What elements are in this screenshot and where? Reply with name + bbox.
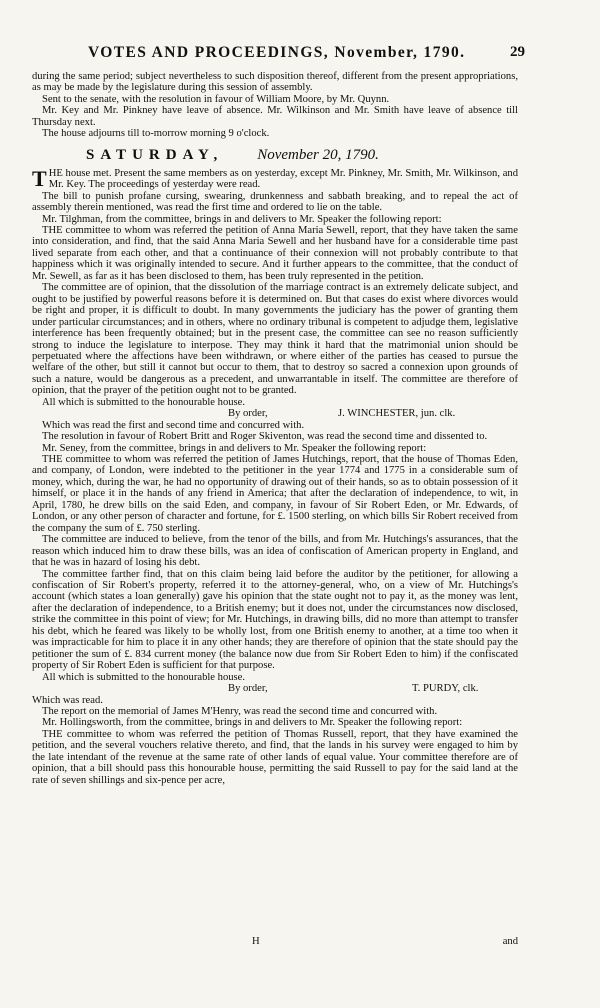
drop-cap: T (32, 165, 47, 191)
paragraph: All which is submitted to the honourable house. (42, 671, 246, 683)
signature-line (32, 408, 518, 419)
paragraph: The committee are induced to believe, from the tenor of the bills, and from Mr. Hutchings's assurances, that the reason which induced him to draw these bills, was an idea of confiscation of American property in England, and that he was in hazard of losing his debt. (32, 534, 518, 569)
paragraph: Sent to the senate, with the resolution in favour of William Moore, by Mr. Quynn. (42, 93, 390, 105)
paragraph: Mr. Tilghman, from the committee, brings in and delivers to Mr. Speaker the following report: (42, 213, 442, 225)
signature-name: J. WINCHESTER, jun. clk. (338, 408, 456, 420)
opening-text: HE house met. Present the same members as on yesterday, except Mr. Pinkney, Mr. Smith, Mr. Wilkinson, and Mr. Key. The proceedings of yesterday were read. (48, 167, 518, 191)
report-paragraph: THE committee to whom was referred the petition of Anna Maria Sewell, report, that they have taken the same into consideration, and find, that the said Anna Maria Sewell and her husband have for a considerable time past lived separate from each other, and that a continuance of their connexion will not probably contribute to that happiness which it was originally intended to secure. And it further appears to the committee, that the conduct of Mr. Sewell, as far as it has been disclosed to them, has been truly represented in the petition. (32, 224, 518, 282)
opening-paragraph (32, 165, 518, 191)
signature-by: By order, (228, 408, 268, 420)
signature-by: By order, (228, 683, 268, 695)
paragraph: The house adjourns till to-morrow morning 9 o'clock. (42, 128, 270, 140)
report-paragraph: THE committee to whom was referred the petition of Thomas Russell, report, that they have examined the petition, and the several vouchers relative thereto, and find, that the lands in his survey were engaged to him by the late intendant of the revenue at the same rate of other lands of equal value. Your committee therefore are of opinion, that a bill should pass this honourable house, permitting the said Russell to pay for the said land at the rate of seven shillings and six-pence per acre, (32, 728, 518, 786)
paragraph: Mr. Seney, from the committee, brings in and delivers to Mr. Speaker the following report: (42, 442, 427, 454)
paragraph: Mr. Hollingsworth, from the committee, brings in and delivers to Mr. Speaker the following report: (42, 717, 463, 729)
paragraph: Which was read the first and second time and concurred with. (42, 419, 305, 431)
page-number: 29 (510, 44, 525, 60)
body-text (32, 71, 518, 786)
paragraph: The bill to punish profane cursing, swearing, drunkenness and sabbath breaking, and to repeal the act of assembly therein mentioned, was read the first time and ordered to lie on the table. (32, 190, 518, 214)
signature-name: T. PURDY, clk. (412, 683, 479, 695)
report-paragraph: THE committee to whom was referred the petition of James Hutchings, report, that the house of Thomas Eden, and company, of London, were indebted to the petitioner in the year 1774 and 1775 in a considerable sum of money, which, during the war, he had no opportunity of drawing out of their hands, so as to obtain possession of it himself, or place it in the hands of any friend in America; that after the declaration of independence, to wit, in April, 1780, he drew bills on the said Eden, and company, in favour of Sir Robert Eden, or Mr. Edwards, of London, or any other person of character and fortune, for £. 1500 sterling, on which bills Sir Robert received from the company the sum of £. 750 sterling. (32, 454, 518, 534)
paragraph: during the same period; subject nevertheless to such disposition thereof, different from the present appropriations, as may be made by the legislature during this session of assembly. (32, 71, 518, 94)
catchword: and (502, 936, 518, 947)
paragraph: Mr. Key and Mr. Pinkney have leave of absence. Mr. Wilkinson and Mr. Smith have leave of absence till Thursday next. (32, 105, 518, 128)
paragraph: The committee farther find, that on this claim being laid before the auditor by the petitioner, for allowing a confiscation of Sir Robert's property, referred it to the attorney-general, who, on a view of Mr. Hutchings's account (which states a loan generally) gave his opinion that the state ought not to pay it, as the money was lent, after the declaration of independence, to a British enemy; but it does not, under the circumstances now disclosed, strike the committee in this point of view; for Mr. Hutchings, in drawing bills, did no more than attempt to transfer his debt, which he feared was likely to be wholly lost, from one British enemy to another, at a time too when it was impracticable for him to place it in any other hands; they are therefore of opinion that the state should pay the petitioner the sum of £. 834 current money (the balance now due from Sir Robert Eden to him) if the confiscated property of Sir Robert Eden is sufficient for that purpose. (32, 568, 518, 672)
day-heading-date: November 20, 1790. (257, 146, 379, 163)
page-footer (32, 936, 518, 948)
signature-mark: H (252, 936, 260, 947)
day-heading-day: SATURDAY, (86, 146, 224, 163)
paragraph: Which was read. (32, 694, 103, 706)
paragraph: The report on the memorial of James M'Henry, was read the second time and concurred with. (42, 705, 438, 717)
running-header (0, 44, 600, 66)
signature-line (32, 683, 518, 694)
paragraph: The resolution in favour of Robert Britt and Roger Skiventon, was read the second time and dissented to. (42, 431, 488, 443)
paragraph: The committee are of opinion, that the dissolution of the marriage contract is an extremely delicate subject, and ought to be justified by powerful reasons before it is determined on. But that cases do exist where divorces would be right and proper, it is difficult to doubt. In many governments the judiciary has the power of granting them under particular circumstances; and in others, where no ordinary tribunal is competent to adjudge them, legislative interference has been frequently obtained; but in the present case, the committee can see no reason sufficiently strong to induce the legislature to interpose. They may think it hard that the matrimonial union should be perpetuated where the affections have been withdrawn, or where either of the parties has ceased to pursue the welfare of the other, but still it cannot but occur to them, that to destroy so sacred a connexion upon grounds of such a nature, would be dangerous as a precedent, and unwarrantable in itself. The committee are therefore of opinion, that the prayer of the petition ought not to be granted. (32, 282, 518, 397)
running-title: VOTES AND PROCEEDINGS, November, 1790. (88, 44, 466, 61)
day-heading (32, 146, 518, 164)
paragraph: All which is submitted to the honourable house. (42, 396, 246, 408)
